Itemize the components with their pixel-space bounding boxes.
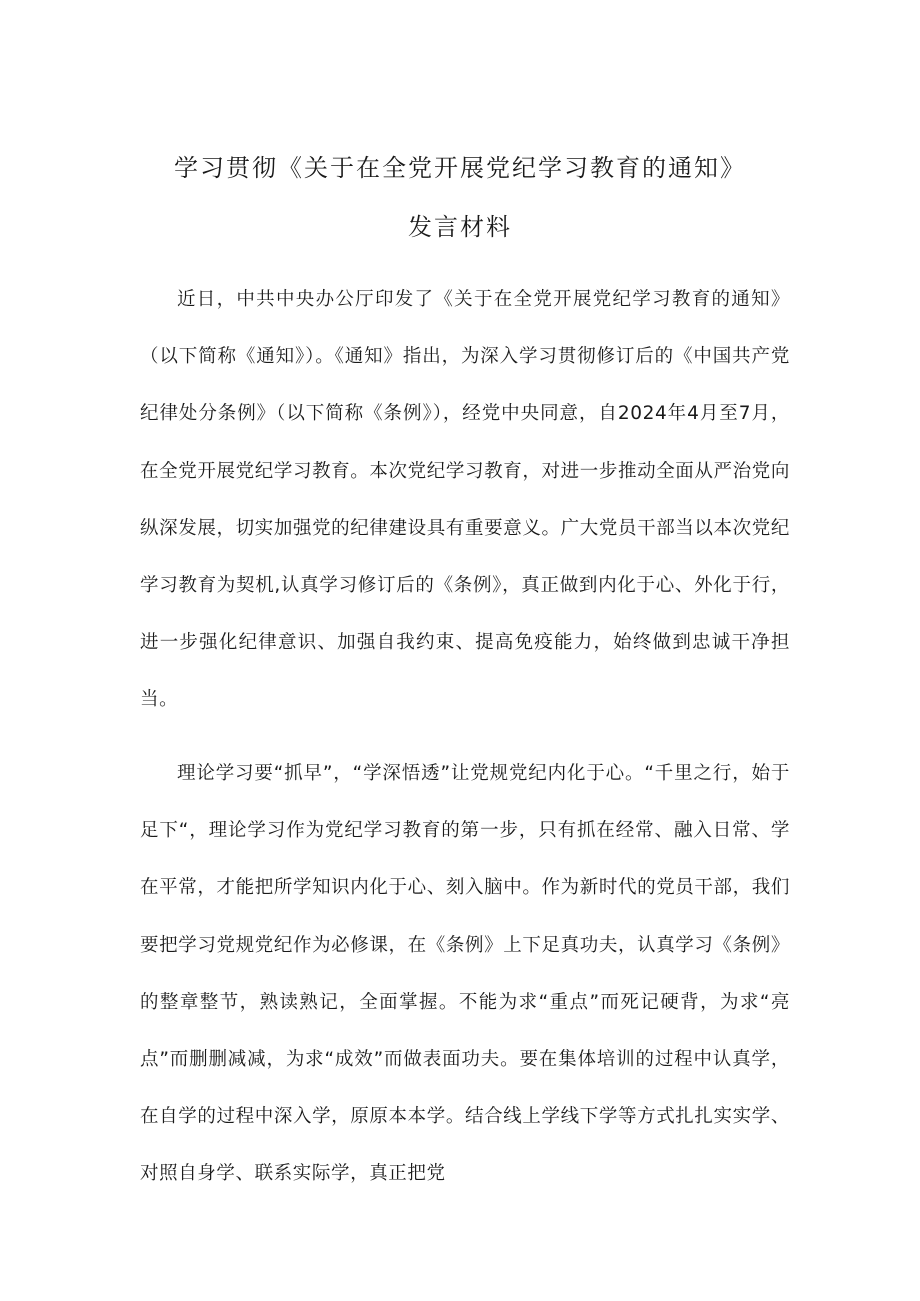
- document-title-line-2: 发言材料: [408, 213, 512, 241]
- document-title-line-1: 学习贯彻《关于在全党开展党纪学习教育的通知》: [174, 154, 746, 182]
- paragraph-intro: 近日，中共中央办公厅印发了《关于在全党开展党纪学习教育的通知》（以下简称《通知》）。《通知》指出，为深入学习贯彻修订后的《中国共产党纪律处分条例》（以下简称《条例》），经党中央同意，自2024年4月至7月，在全党开展党纪学习教育。本次党纪学习教育，对进一步推动全面从严治党向纵深发展，切实加强党的纪律建设具有重要意义。广大党员干部当以本次党纪学习教育为契机,认真学习修订后的《条例》，真正做到内化于心、外化于行，进一步强化纪律意识、加强自我约束、提高免疫能力，始终做到忠诚干净担当。: [140, 289, 790, 711]
- paragraph-theory-study: 理论学习要“抓早”，“学深悟透”让党规党纪内化于心。“千里之行，始于足下“，理论学习作为党纪学习教育的第一步，只有抓在经常、融入日常、学在平常，才能把所学知识内化于心、刻入脑中。作为新时代的党员干部，我们要把学习党规党纪作为必修课，在《条例》上下足真功夫，认真学习《条例》的整章整节，熟读熟记，全面掌握。不能为求“重点”而死记硬背，为求“亮点”而删删减减，为求“成效”而做表面功夫。要在集体培训的过程中认真学，在自学的过程中深入学，原原本本学。结合线上学线下学等方式扎扎实实学、对照自身学、联系实际学，真正把党: [140, 763, 790, 1185]
